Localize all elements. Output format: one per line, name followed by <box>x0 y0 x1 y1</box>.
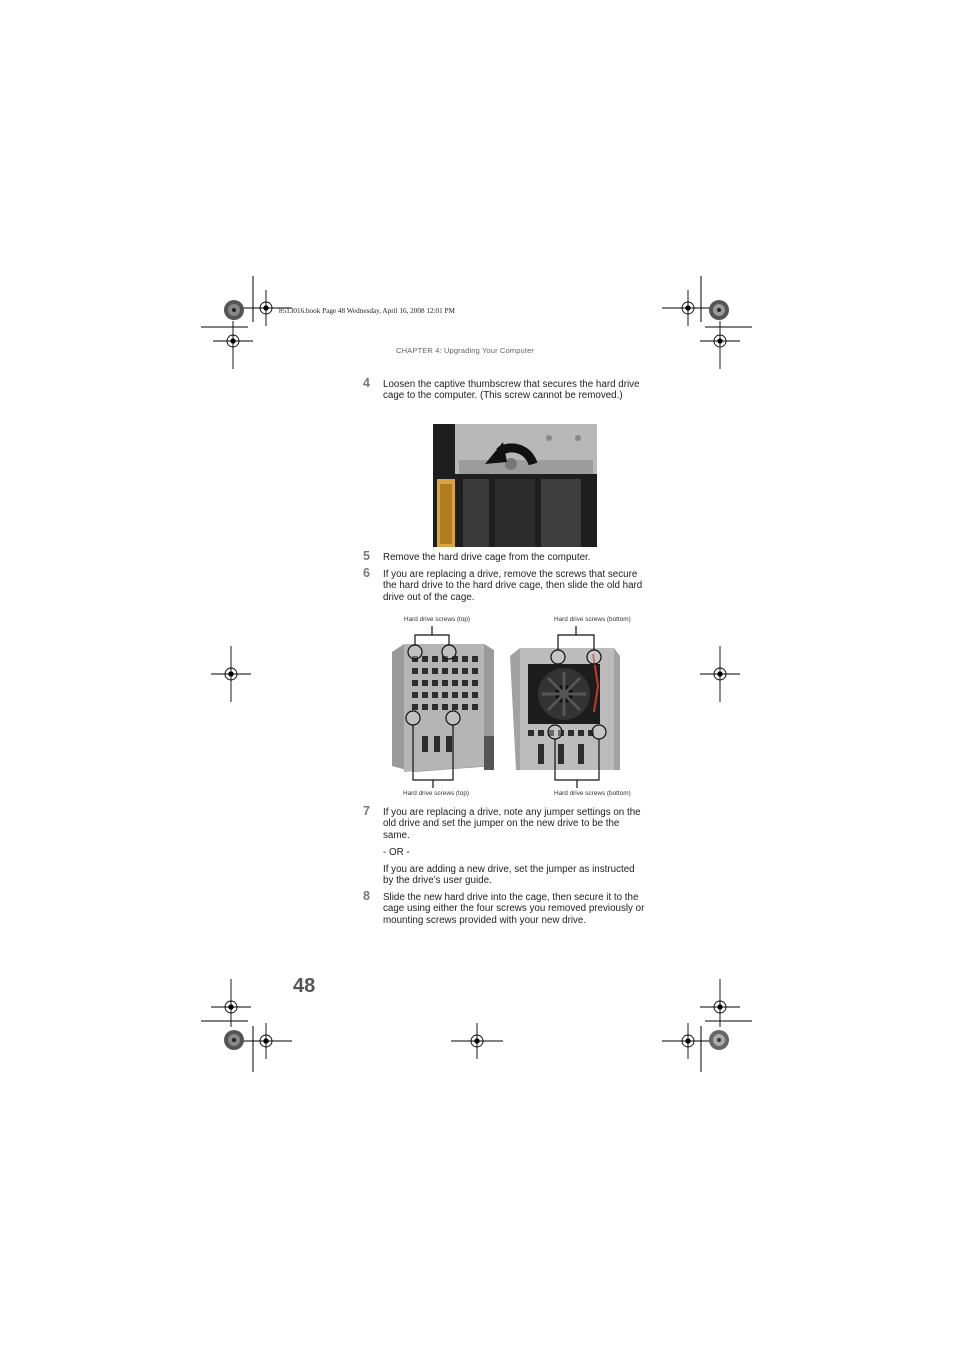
drive-cage-bottom-image <box>510 648 620 770</box>
step-number: 5 <box>363 549 370 563</box>
step-text: If you are replacing a drive, note any jumper settings on the old drive and set the jumper on the new drive to be the same. <box>383 807 641 841</box>
slug-line: 8513016.book Page 48 Wednesday, April 16, 2008 12:01 PM <box>279 307 455 315</box>
step-number: 6 <box>363 566 370 580</box>
step-alt-text: If you are adding a new drive, set the jumper as instructed by the drive’s user guide. <box>383 864 635 887</box>
step-text: Loosen the captive thumbscrew that secures the hard drive cage to the computer. (This screw cannot be removed.) <box>383 379 640 402</box>
step-text: If you are replacing a drive, remove the screws that secure the hard drive to the hard drive cage, then slide the old hard drive out of the cage. <box>383 569 643 603</box>
drive-cage-top-image <box>392 644 494 772</box>
step-or: - OR - <box>383 847 410 858</box>
caption-top-right: Hard drive screws (bottom) <box>554 616 631 623</box>
step-text: Remove the hard drive cage from the computer. <box>383 552 591 563</box>
thumbscrew-photo <box>433 424 597 547</box>
step-number: 8 <box>363 889 370 903</box>
page-number: 48 <box>293 975 316 997</box>
step-number: 7 <box>363 804 370 818</box>
running-header: CHAPTER 4: Upgrading Your Computer <box>396 346 535 355</box>
step-text: Slide the new hard drive into the cage, then secure it to the cage using either the four screws you removed previously or mounting screws provided with your new drive. <box>383 892 645 926</box>
step-number: 4 <box>363 376 370 390</box>
caption-bottom-right: Hard drive screws (bottom) <box>554 790 631 797</box>
caption-top-left: Hard drive screws (top) <box>404 616 471 623</box>
drive-cage-figure <box>388 626 638 788</box>
caption-bottom-left: Hard drive screws (top) <box>403 790 470 797</box>
